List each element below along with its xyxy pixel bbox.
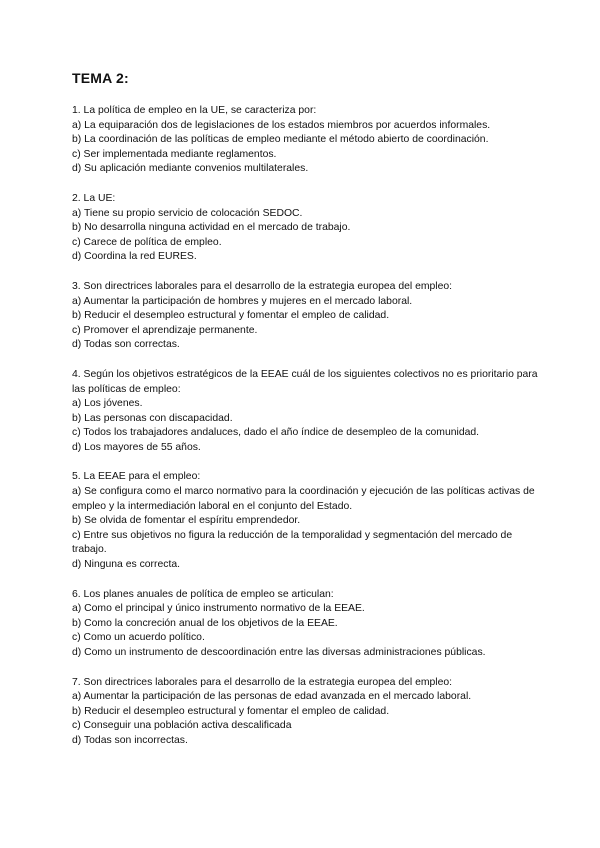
- option-c: c) Promover el aprendizaje permanente.: [72, 324, 258, 336]
- option-d: d) Su aplicación mediante convenios multilaterales.: [72, 163, 309, 175]
- option-d: d) Ninguna es correcta.: [72, 559, 181, 571]
- option-d: d) Todas son correctas.: [72, 339, 180, 351]
- option-c: c) Entre sus objetivos no figura la reducción de la temporalidad y segmentación del mercado de trabajo.: [72, 529, 513, 556]
- option-b: b) Reducir el desempleo estructural y fomentar el empleo de calidad.: [72, 310, 390, 322]
- option-b: b) Reducir el desempleo estructural y fomentar el empleo de calidad.: [72, 705, 390, 717]
- option-c: c) Como un acuerdo político.: [72, 632, 205, 644]
- option-a: a) Como el principal y único instrumento normativo de la EEAE.: [72, 603, 365, 615]
- option-a: a) Tiene su propio servicio de colocación SEDOC.: [72, 207, 303, 219]
- option-d: d) Como un instrumento de descoordinación entre las diversas administraciones públicas.: [72, 647, 486, 658]
- option-c: c) Ser implementada mediante reglamentos.: [72, 148, 277, 160]
- option-a: a) Se configura como el marco normativo para la coordinación y ejecución de las políticas activas de empleo y la intermediación laboral en el conjunto del Estado.: [72, 486, 535, 512]
- option-d: d) Coordina la red EURES.: [72, 251, 197, 263]
- option-c: c) Carece de política de empleo.: [72, 236, 222, 248]
- option-d: d) Todas son incorrectas.: [72, 734, 188, 746]
- question-3: [72, 280, 540, 353]
- question-stem: 3. Son directrices laborales para el desarrollo de la estrategia europea del empleo:: [72, 280, 453, 292]
- option-b: b) La coordinación de las políticas de empleo mediante el método abierto de coordinación.: [72, 134, 489, 146]
- option-a: a) Aumentar la participación de las personas de edad avanzada en el mercado laboral.: [72, 691, 472, 703]
- question-5: [72, 470, 540, 572]
- question-6: [72, 588, 540, 661]
- option-b: b) Como la concreción anual de los objetivos de la EEAE.: [72, 617, 338, 629]
- question-stem: 7. Son directrices laborales para el desarrollo de la estrategia europea del empleo:: [72, 676, 453, 688]
- option-d: d) Los mayores de 55 años.: [72, 441, 201, 453]
- option-a: a) Aumentar la participación de hombres y mujeres en el mercado laboral.: [72, 295, 413, 307]
- question-7: [72, 676, 540, 749]
- question-stem: 4. Según los objetivos estratégicos de la EEAE cuál de los siguientes colectivos no es prioritario para las políticas de empleo:: [72, 368, 538, 395]
- question-stem: 5. La EEAE para el empleo:: [72, 471, 201, 483]
- option-a: a) Los jóvenes.: [72, 398, 143, 410]
- page-title: TEMA 2:: [72, 70, 129, 86]
- question-4: [72, 368, 540, 456]
- question-stem: 6. Los planes anuales de política de empleo se articulan:: [72, 588, 334, 600]
- option-b: b) Se olvida de fomentar el espíritu emprendedor.: [72, 515, 301, 527]
- option-c: c) Conseguir una población activa descalificada: [72, 720, 292, 732]
- question-stem: 1. La política de empleo en la UE, se caracteriza por:: [72, 105, 317, 116]
- question-2: [72, 192, 540, 265]
- question-stem: 2. La UE:: [72, 192, 116, 204]
- question-1: [72, 104, 540, 177]
- option-c: c) Todos los trabajadores andaluces, dado el año índice de desempleo de la comunidad.: [72, 427, 480, 439]
- option-b: b) No desarrolla ninguna actividad en el mercado de trabajo.: [72, 222, 351, 234]
- option-a: a) La equiparación dos de legislaciones de los estados miembros por acuerdos informales.: [72, 119, 491, 131]
- option-b: b) Las personas con discapacidad.: [72, 412, 233, 424]
